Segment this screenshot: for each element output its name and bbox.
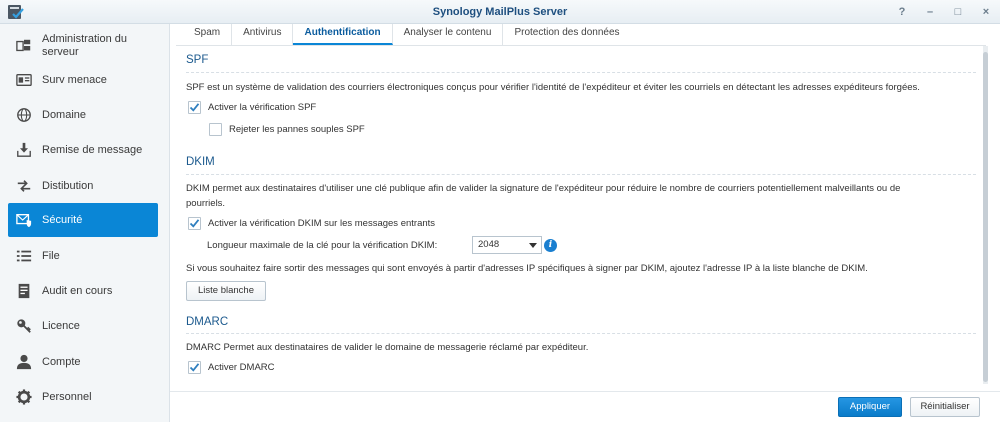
sidebar-item-account[interactable]: [8, 345, 158, 379]
sidebar-item-threat-monitor[interactable]: [8, 63, 158, 97]
sidebar-item-label: Licence: [42, 319, 80, 332]
dkim-whitelist-note: Si vous souhaitez faire sortir des messages qui sont envoyés à partir d'adresses IP spécifiques à signer par DKIM, ajoutez l'adresse IP à la liste blanche de DKIM.: [186, 263, 868, 274]
key-icon: [15, 317, 33, 335]
sidebar-item-label: Compte: [42, 355, 81, 368]
globe-icon: [15, 106, 33, 124]
dkim-key-length-label: Longueur maximale de la clé pour la vérification DKIM:: [207, 240, 438, 251]
tab-bar: [183, 24, 631, 45]
close-icon[interactable]: ×: [982, 6, 990, 18]
spf-softfail-row: [209, 123, 365, 136]
spf-softfail-label: Rejeter les pannes souples SPF: [229, 124, 365, 135]
sidebar-item-distribution[interactable]: [8, 169, 158, 203]
maximize-icon[interactable]: □: [954, 6, 962, 18]
window-titlebar: [0, 0, 1000, 24]
sidebar-item-label: Administration du serveur: [42, 33, 127, 58]
spf-softfail-checkbox[interactable]: [209, 123, 222, 136]
apply-button[interactable]: Appliquer: [838, 397, 902, 417]
dkim-enable-row: [188, 217, 435, 230]
spf-enable-checkbox[interactable]: [188, 101, 201, 114]
section-divider: [186, 174, 976, 175]
window-title: Synology MailPlus Server: [432, 6, 568, 18]
scrollbar-thumb[interactable]: [983, 52, 988, 382]
dkim-description-line2: pourriels.: [186, 198, 226, 209]
authentication-panel: [176, 46, 982, 392]
sidebar-item-label: Surv menace: [42, 73, 107, 86]
spf-enable-row: [188, 101, 316, 114]
tab-authentication[interactable]: Authentification: [293, 24, 392, 45]
user-icon: [15, 353, 33, 371]
chevron-down-icon: [529, 243, 537, 248]
dkim-key-length-value: 2048: [478, 239, 500, 250]
reset-button[interactable]: Réinitialiser: [910, 397, 980, 417]
sidebar-item-message-delivery[interactable]: [8, 133, 158, 167]
whitelist-button[interactable]: Liste blanche: [186, 281, 266, 301]
server-admin-icon: [15, 37, 33, 55]
sidebar-item-label: Distibution: [42, 179, 94, 192]
sidebar-item-security[interactable]: [8, 203, 158, 237]
dmarc-section-title: DMARC: [186, 316, 229, 328]
section-divider: [186, 333, 976, 334]
section-divider: [186, 72, 976, 73]
sidebar: [0, 24, 170, 422]
dkim-enable-checkbox[interactable]: [188, 217, 201, 230]
dmarc-enable-checkbox[interactable]: [188, 361, 201, 374]
spf-section-title: SPF: [186, 54, 209, 66]
dkim-key-length-select[interactable]: [472, 236, 542, 254]
minimize-icon[interactable]: –: [926, 6, 934, 18]
sidebar-item-label: Remise de message: [42, 143, 143, 156]
audit-document-icon: [15, 282, 33, 300]
shield-mail-icon: [15, 211, 33, 229]
footer-divider: [170, 391, 1000, 392]
sidebar-item-server-admin[interactable]: [8, 26, 158, 66]
info-icon[interactable]: i: [544, 239, 557, 252]
dkim-enable-label: Activer la vérification DKIM sur les messages entrants: [208, 218, 436, 229]
sidebar-item-label: File: [42, 249, 60, 262]
dkim-description-line1: DKIM permet aux destinataires d'utiliser une clé publique afin de valider la signature de l'expéditeur pour réduire le nombre de courriers potentiellement malveillants ou de: [186, 183, 901, 194]
tab-spam[interactable]: Spam: [183, 24, 232, 45]
dmarc-enable-row: [188, 361, 275, 374]
spf-description: SPF est un système de validation des courriers électroniques conçus pour vérifier l'identité de l'expéditeur et éviter les courriels en détectant les adresses expéditeurs forgées.: [186, 82, 920, 93]
inbox-download-icon: [15, 141, 33, 159]
sidebar-item-label: Audit en cours: [42, 284, 113, 297]
sidebar-item-label: Sécurité: [42, 213, 83, 226]
tab-data-protection[interactable]: Protection des données: [514, 27, 620, 38]
threat-monitor-icon: [15, 71, 33, 89]
sidebar-item-queue[interactable]: [8, 239, 158, 273]
spf-enable-label: Activer la vérification SPF: [208, 102, 317, 113]
gear-icon: [15, 388, 33, 406]
help-icon[interactable]: ?: [898, 6, 906, 18]
sidebar-item-license[interactable]: [8, 309, 158, 343]
dmarc-description: DMARC Permet aux destinataires de valider le domaine de messagerie réclamé par expéditeur.: [186, 342, 589, 353]
dmarc-enable-label: Activer DMARC: [208, 362, 275, 373]
sidebar-item-audit[interactable]: [8, 274, 158, 308]
dkim-section-title: DKIM: [186, 156, 215, 168]
sidebar-item-label: Domaine: [42, 108, 87, 121]
list-icon: [15, 247, 33, 265]
exchange-arrows-icon: [15, 177, 33, 195]
sidebar-item-personal[interactable]: [8, 380, 158, 414]
tab-content-scan[interactable]: Analyser le contenu: [393, 24, 504, 45]
tab-antivirus[interactable]: Antivirus: [232, 24, 293, 45]
sidebar-item-label: Personnel: [42, 390, 92, 403]
sidebar-item-domain[interactable]: [8, 98, 158, 132]
